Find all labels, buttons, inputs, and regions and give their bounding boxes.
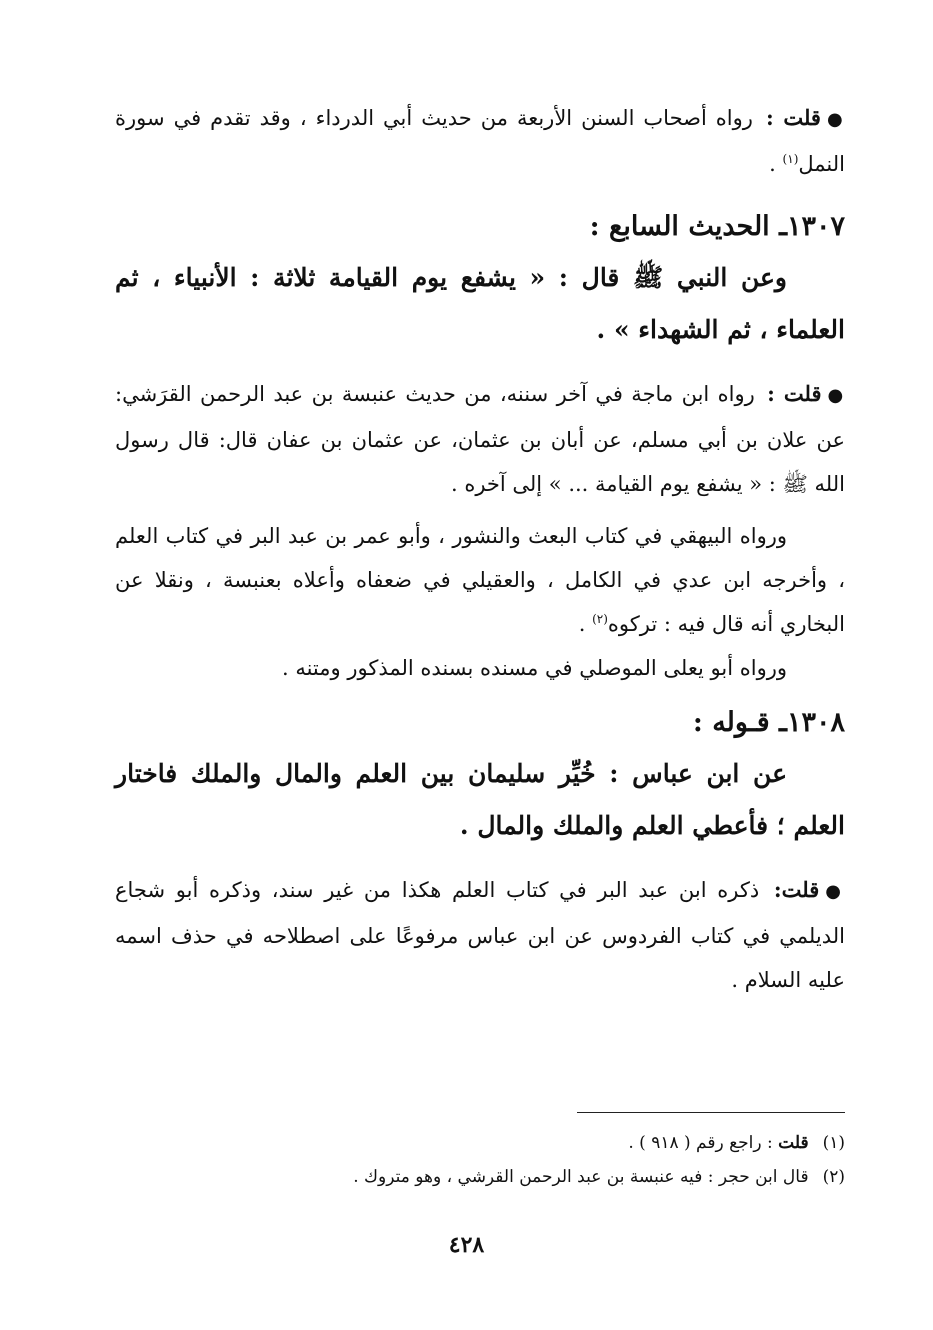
sentence-end: . — [578, 612, 586, 636]
footnote-1 — [115, 1126, 845, 1160]
commentary-lead: قلت: — [773, 877, 820, 902]
bullet-dot: ● — [827, 385, 845, 406]
hadith-heading-1307: ١٣٠٧ـ الحديث السابع : — [589, 211, 845, 242]
page-number: ٤٢٨ — [448, 1232, 485, 1258]
footnote-number: (٢) — [822, 1167, 845, 1187]
footnote-separator — [577, 1112, 845, 1113]
footnote-ref-1: (١) — [782, 152, 799, 166]
commentary-text: ذكره ابن عبد البر في كتاب العلم هكذا من غير سند، وذكره أبو شجاع الديلمي في كتاب الفردوس عن ابن عباس مرفوعًا على اصطلاحه في حذف اسمه عليه السلام . — [115, 878, 845, 992]
sentence-end: . — [769, 152, 776, 176]
footnote-number: (١) — [822, 1133, 845, 1153]
footnotes — [115, 1126, 845, 1194]
narration-text: ورواه البيهقي في كتاب البعث والنشور ، وأبو عمر بن عبد البر في كتاب العلم ، وأخرجه ابن عدي في الكامل ، والعقيلي في ضعفاه وأعلاه بعنبسة ، ونقلا عن البخاري أنه قال فيه : تركوه — [115, 524, 845, 636]
paragraph-commentary-2 — [115, 372, 845, 506]
footnote-ref-2: (٢) — [592, 612, 608, 626]
commentary-lead: قلت : — [765, 105, 821, 130]
footnote-2 — [115, 1160, 845, 1194]
footnote-text: : راجع رقم ( ٩١٨ ) . — [628, 1133, 773, 1153]
main-text-column — [115, 96, 845, 1002]
bullet-dot: ● — [826, 109, 845, 130]
hadith-text-1308: عن ابن عباس : خُيِّر سليمان بين العلم والمال والملك فاختار العلم ؛ فأعطي العلم والملك والمال . — [115, 759, 845, 840]
paragraph-narration-2: ورواه أبو يعلى الموصلي في مسنده بسنده المذكور ومتنه . — [281, 656, 787, 680]
paragraph-commentary-3 — [115, 868, 845, 1002]
commentary-lead: قلت : — [767, 381, 822, 406]
hadith-heading-1308: ١٣٠٨ـ قـوله : — [692, 707, 845, 738]
hadith-text-1307: وعن النبي ﷺ قال : « يشفع يوم القيامة ثلاثة : الأنبياء ، ثم العلماء ، ثم الشهداء » . — [115, 263, 845, 344]
footnote-lead: قلت — [778, 1133, 809, 1153]
paragraph-narration-1 — [115, 514, 845, 646]
footnote-text: قال ابن حجر : فيه عنبسة بن عبد الرحمن القرشي ، وهو متروك . — [353, 1167, 809, 1187]
paragraph-commentary-1 — [115, 96, 845, 186]
commentary-text: رواه ابن ماجة في آخر سننه، من حديث عنبسة بن عبد الرحمن القرَشي: عن علان بن أبي مسلم، عن أبان بن عثمان، عن عثمان بن عفان قال: قال رسول الله ﷺ : « يشفع يوم القيامة ... » إلى آخره . — [115, 382, 845, 496]
bullet-dot: ● — [825, 881, 845, 902]
commentary-text: رواه أصحاب السنن الأربعة من حديث أبي الدرداء ، وقد تقدم في سورة النمل — [115, 106, 845, 176]
